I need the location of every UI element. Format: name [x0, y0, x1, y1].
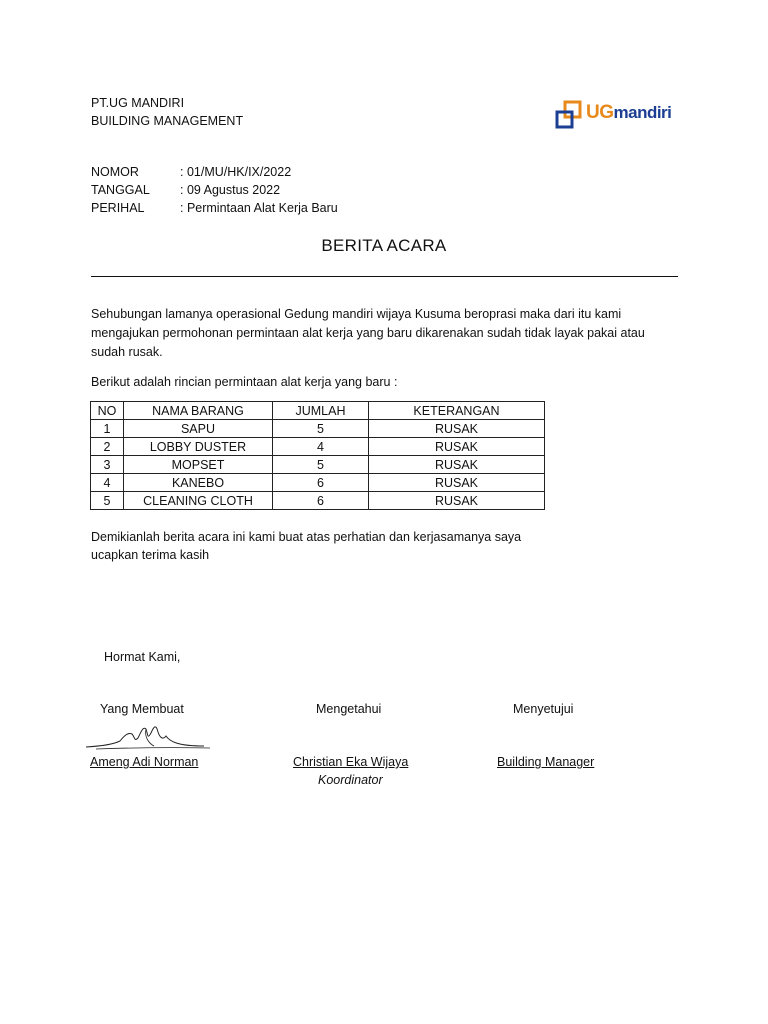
handwritten-signature [84, 720, 214, 754]
logo-wordmark [586, 102, 671, 124]
signatory-name-maker: Ameng Adi Norman [90, 755, 199, 769]
meta-value: : 01/MU/HK/IX/2022 [180, 165, 292, 179]
cell-nama-barang: LOBBY DUSTER [124, 438, 273, 456]
header-keterangan: KETERANGAN [369, 402, 545, 420]
signatory-label-acknowledger: Mengetahui [316, 702, 382, 716]
meta-value: : Permintaan Alat Kerja Baru [180, 201, 338, 215]
cell-jumlah: 5 [273, 420, 369, 438]
logo-squares-icon [554, 100, 584, 134]
cell-jumlah: 4 [273, 438, 369, 456]
table-row [91, 456, 545, 474]
table-row [91, 492, 545, 510]
company-name: PT.UG MANDIRI [91, 96, 185, 110]
meta-row-perihal [91, 199, 338, 217]
header-jumlah: JUMLAH [273, 402, 369, 420]
cell-jumlah: 6 [273, 474, 369, 492]
table-intro: Berikut adalah rincian permintaan alat kerja yang baru : [91, 375, 398, 389]
meta-key: TANGGAL [91, 183, 150, 197]
table-row [91, 474, 545, 492]
meta-row-tanggal [91, 181, 338, 199]
meta-value: : 09 Agustus 2022 [180, 183, 281, 197]
cell-nama-barang: KANEBO [124, 474, 273, 492]
cell-nama-barang: MOPSET [124, 456, 273, 474]
signatory-label-approver: Menyetujui [513, 702, 574, 716]
cell-jumlah: 6 [273, 492, 369, 510]
body-paragraph: Sehubungan lamanya operasional Gedung mandiri wijaya Kusuma beroprasi maka dari itu kami mengajukan permohonan permintaan alat kerja yang baru dikarenakan sudah tidak layak pakai atau sudah rusak. [91, 307, 645, 359]
title-divider [91, 276, 678, 277]
table-header-row [91, 402, 545, 420]
items-table [90, 401, 545, 510]
cell-keterangan: RUSAK [369, 420, 545, 438]
cell-nama-barang: CLEANING CLOTH [124, 492, 273, 510]
regards-text: Hormat Kami, [104, 650, 181, 664]
meta-row-nomor [91, 163, 338, 181]
meta-key: NOMOR [91, 165, 139, 179]
document-title: BERITA ACARA [321, 236, 447, 255]
signatory-role-acknowledger: Koordinator [318, 773, 383, 787]
table-row [91, 438, 545, 456]
cell-no: 2 [91, 438, 124, 456]
cell-jumlah: 5 [273, 456, 369, 474]
company-logo [554, 100, 684, 134]
closing-paragraph: Demikianlah berita acara ini kami buat atas perhatian dan kerjasamanya saya ucapkan terima kasih [91, 530, 522, 562]
table-row [91, 420, 545, 438]
logo-prefix: UG [586, 102, 614, 123]
header-no: NO [91, 402, 124, 420]
cell-no: 1 [91, 420, 124, 438]
logo-suffix: mandiri [613, 103, 672, 122]
cell-no: 3 [91, 456, 124, 474]
header-nama-barang: NAMA BARANG [124, 402, 273, 420]
cell-keterangan: RUSAK [369, 456, 545, 474]
cell-keterangan: RUSAK [369, 474, 545, 492]
signatory-label-maker: Yang Membuat [100, 702, 184, 716]
cell-no: 4 [91, 474, 124, 492]
cell-keterangan: RUSAK [369, 492, 545, 510]
company-division: BUILDING MANAGEMENT [91, 114, 244, 128]
signatory-name-acknowledger: Christian Eka Wijaya [293, 755, 409, 769]
company-header [91, 94, 243, 130]
signatory-name-approver: Building Manager [497, 755, 595, 769]
meta-key: PERIHAL [91, 201, 145, 215]
cell-no: 5 [91, 492, 124, 510]
document-meta [91, 163, 338, 217]
cell-nama-barang: SAPU [124, 420, 273, 438]
cell-keterangan: RUSAK [369, 438, 545, 456]
